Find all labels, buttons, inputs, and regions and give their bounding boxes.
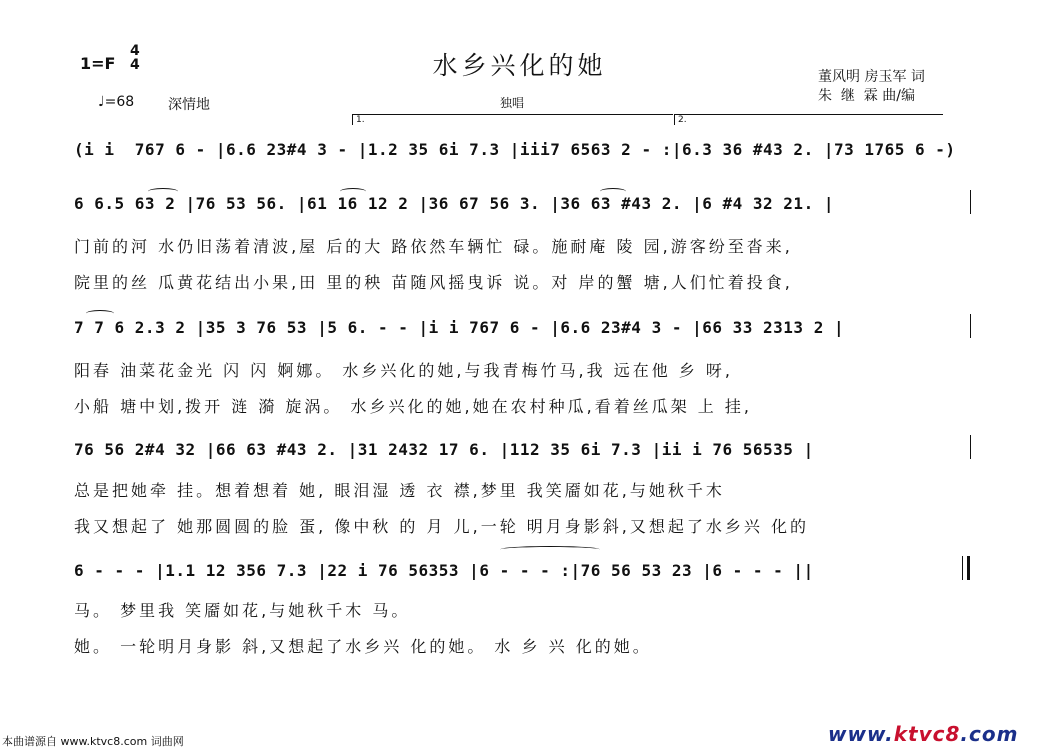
expression-marking: 深情地: [168, 97, 210, 113]
time-signature-bottom: 4: [130, 57, 140, 73]
volta-first: 1.: [352, 114, 673, 125]
credits: [818, 68, 925, 106]
slur-mark: [600, 188, 626, 195]
notation-line-2: 6 6.5 63 2 |76 53 56. |61 16 12 2 |36 67 56 3. |36 63 #43 2. |6 #4 32 21. |: [74, 194, 834, 213]
time-signature-top: 4: [130, 43, 140, 59]
notation-line-5: 6 - - - |1.1 12 356 7.3 |22 i 76 56353 |6 - - - :|76 56 53 23 |6 - - - ||: [74, 561, 814, 580]
notation-line-3: 7 7 6 2.3 2 |35 3 76 53 |5 6. - - |i i 767 6 - |6.6 23#4 3 - |66 33 2313 2 |: [74, 318, 845, 337]
lyric-line-4-verse-2: 我又想起了 她那圆圆的脸 蛋, 像中秋 的 月 儿,一轮 明月身影斜,又想起了水乡兴 化的: [74, 517, 809, 536]
lyric-line-3-verse-2: 小船 塘中划,拨开 涟 漪 旋涡。 水乡兴化的她,她在农村种瓜,看着丝瓜架 上 挂,: [74, 397, 752, 416]
slur-mark: [86, 310, 114, 317]
lyric-line-4-verse-1: 总是把她牵 挂。想着想着 她, 眼泪湿 透 衣 襟,梦里 我笑靥如花,与她秋千木: [74, 481, 725, 500]
volta-second: 2.: [674, 114, 943, 125]
slur-mark: [340, 188, 366, 195]
lyric-line-5-verse-2: 她。 一轮明月身影 斜,又想起了水乡兴 化的她。 水 乡 兴 化的她。: [74, 637, 652, 656]
lyric-line-2-verse-1: 门前的河 水仍旧荡着清波,屋 后的大 路依然车辆忙 碌。施耐庵 陵 园,游客纷至沓来,: [74, 237, 793, 256]
site-watermark: www.ktvc8.com: [828, 722, 1019, 746]
performance-type: 独唱: [500, 96, 525, 110]
lyric-line-5-verse-1: 马。 梦里我 笑靥如花,与她秋千木 马。: [74, 601, 411, 620]
slur-mark: [148, 188, 178, 195]
lyric-line-2-verse-2: 院里的丝 瓜黄花结出小果,田 里的秧 苗随风摇曳诉 说。对 岸的蟹 塘,人们忙着投食,: [74, 273, 793, 292]
lyric-line-3-verse-1: 阳春 油菜花金光 闪 闪 婀娜。 水乡兴化的她,与我青梅竹马,我 远在他 乡 呀,: [74, 361, 733, 380]
slur-mark: [500, 546, 600, 553]
tempo-marking: ♩=68: [98, 94, 135, 110]
credit-lyrics: 董风明 房玉军 词: [818, 69, 925, 85]
key-signature: 1=F: [80, 54, 116, 73]
notation-line-4: 76 56 2#4 32 |66 63 #43 2. |31 2432 17 6. |112 35 6i 7.3 |ii i 76 56535 |: [74, 440, 814, 459]
notation-line-1: (i i 767 6 - |6.6 23#4 3 - |1.2 35 6i 7.3 |iii7 6563 2 - :|6.3 36 #43 2. |73 1765 6 -): [74, 140, 956, 159]
credit-music: 朱 继 霖 曲/编: [818, 88, 915, 104]
page-title: 水乡兴化的她: [432, 51, 607, 80]
source-note: 本曲谱源自 www.ktvc8.com 词曲网: [2, 735, 184, 748]
